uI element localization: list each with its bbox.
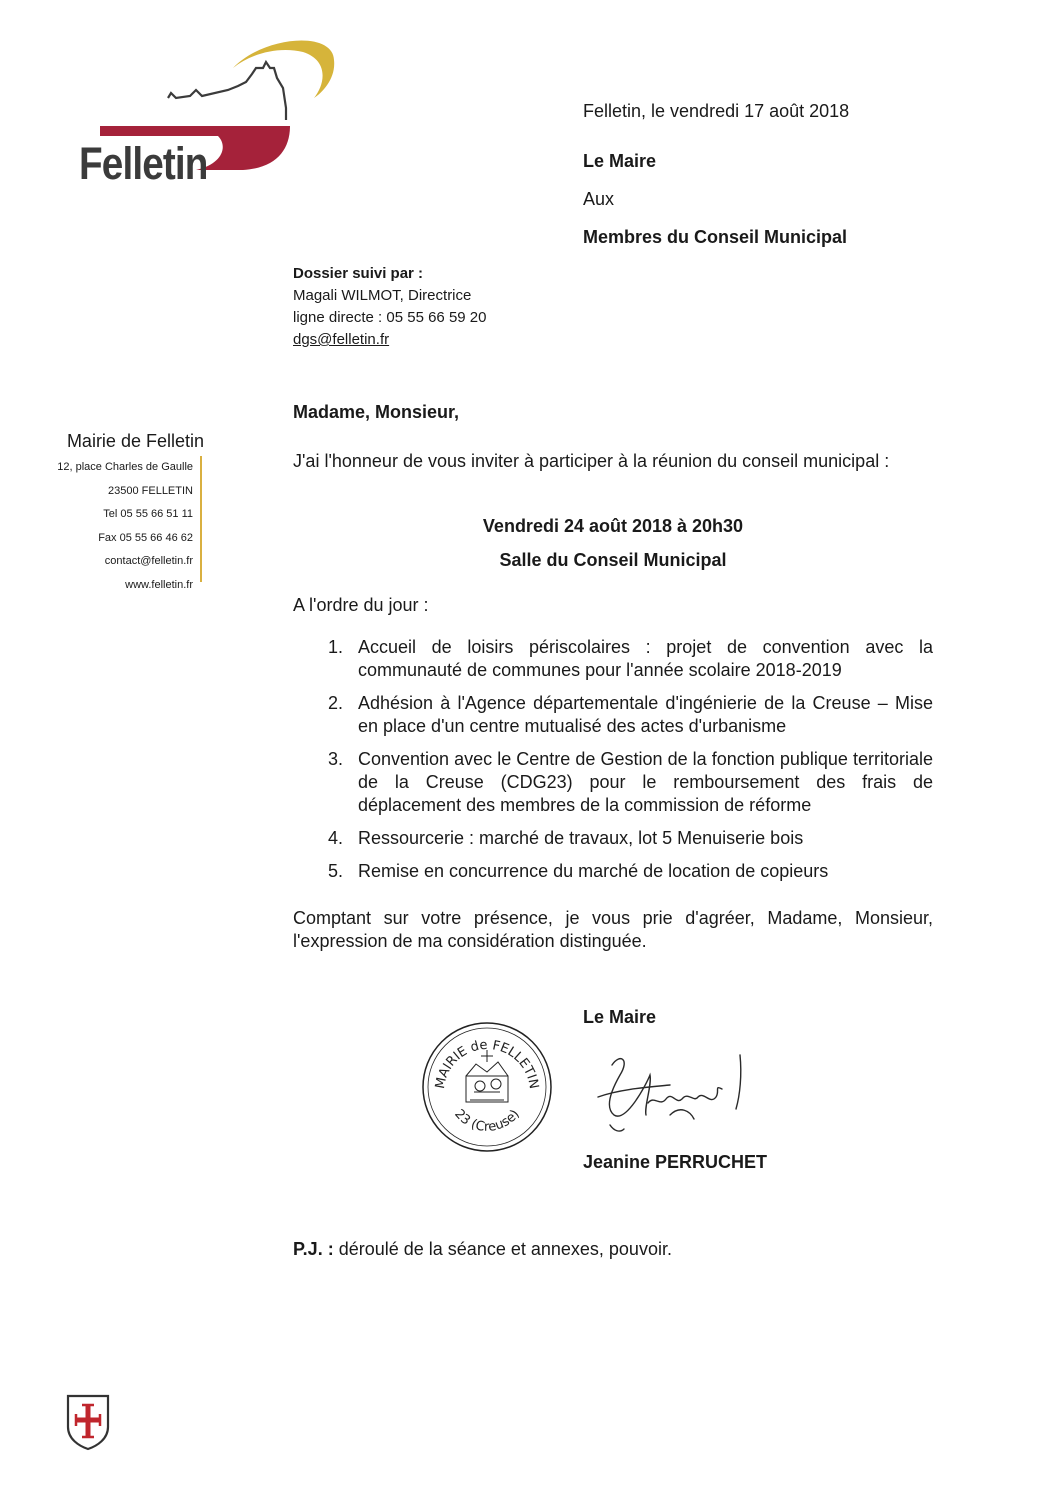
mairie-stamp-icon — [420, 1020, 554, 1154]
agenda-number: 2. — [328, 693, 344, 713]
agenda-number: 1. — [328, 637, 344, 657]
agenda-number: 4. — [328, 828, 344, 848]
agenda-intro: A l'ordre du jour : — [293, 595, 429, 615]
agenda-item — [293, 827, 933, 850]
signature-title: Le Maire — [583, 1007, 657, 1027]
attachments — [293, 1239, 672, 1260]
recipient: Membres du Conseil Municipal — [583, 227, 848, 247]
intro-paragraph: J'ai l'honneur de vous inviter à participer à la réunion du conseil municipal : — [293, 451, 890, 471]
meeting-date: Vendredi 24 août 2018 à 20h30 — [482, 516, 744, 536]
dossier-label: Dossier suivi par : — [293, 265, 424, 282]
sidebar-accent-divider — [200, 456, 202, 582]
agenda-text: Remise en concurrence du marché de location de copieurs — [358, 861, 829, 881]
agenda-number: 5. — [328, 861, 344, 881]
salutation: Madame, Monsieur, — [293, 402, 460, 422]
logo-wordmark: Felletin — [79, 138, 208, 189]
agenda-item — [293, 748, 933, 817]
agenda-number: 3. — [328, 749, 344, 769]
sidebar-title: Mairie de Felletin — [66, 431, 204, 451]
closing-paragraph: Comptant sur votre présence, je vous prie d'agréer, Madame, Monsieur, l'expression de ma considération distinguée. — [293, 908, 933, 951]
coat-of-arms-icon — [65, 1393, 111, 1451]
meeting-place: Salle du Conseil Municipal — [499, 550, 727, 570]
date-line: Felletin, le vendredi 17 août 2018 — [583, 101, 850, 121]
dossier-phone: ligne directe : 05 55 66 59 20 — [293, 309, 487, 326]
attachments-label: P.J. : — [293, 1239, 334, 1259]
svg-text:23 (Creuse): 23 (Creuse) — [451, 1106, 523, 1135]
sidebar-fax: Fax 05 55 66 46 62 — [98, 531, 193, 544]
sidebar-address: 12, place Charles de Gaulle — [57, 461, 193, 473]
agenda-text: Convention avec le Centre de Gestion de la fonction publique territoriale de la Creuse (CDG23) pour le remboursement des frais de déplacement des membres de la commission de réforme — [358, 749, 933, 815]
sidebar-email[interactable]: contact@felletin.fr — [104, 555, 193, 567]
sidebar-phone: Tel 05 55 66 51 11 — [103, 508, 193, 520]
dossier-name: Magali WILMOT, Directrice — [293, 287, 472, 304]
agenda-text: Adhésion à l'Agence départementale d'ingénierie de la Creuse – Mise en place d'un centre mutualisé des actes d'urbanisme — [358, 693, 933, 736]
agenda-text: Accueil de loisirs périscolaires : projet de convention avec la communauté de communes pour l'année scolaire 2018-2019 — [358, 637, 933, 680]
svg-text:MAIRIE de FELLETIN: MAIRIE de FELLETIN — [432, 1037, 542, 1091]
recipient-prefix: Aux — [583, 189, 615, 209]
agenda-text: Ressourcerie : marché de travaux, lot 5 Menuiserie bois — [358, 828, 804, 848]
dossier-block — [293, 263, 486, 351]
sidebar-city: 23500 FELLETIN — [108, 484, 193, 497]
sender-title: Le Maire — [583, 151, 657, 171]
agenda-list — [293, 636, 933, 893]
sidebar-contact — [57, 456, 193, 597]
mayor-name: Jeanine PERRUCHET — [583, 1152, 768, 1172]
agenda-item — [293, 636, 933, 682]
handwritten-signature-icon — [590, 1045, 750, 1145]
agenda-item — [293, 860, 933, 883]
attachments-text: déroulé de la séance et annexes, pouvoir. — [338, 1239, 672, 1259]
agenda-item — [293, 692, 933, 738]
dossier-email[interactable]: dgs@felletin.fr — [293, 331, 390, 348]
sidebar-website[interactable]: www.felletin.fr — [125, 578, 193, 591]
